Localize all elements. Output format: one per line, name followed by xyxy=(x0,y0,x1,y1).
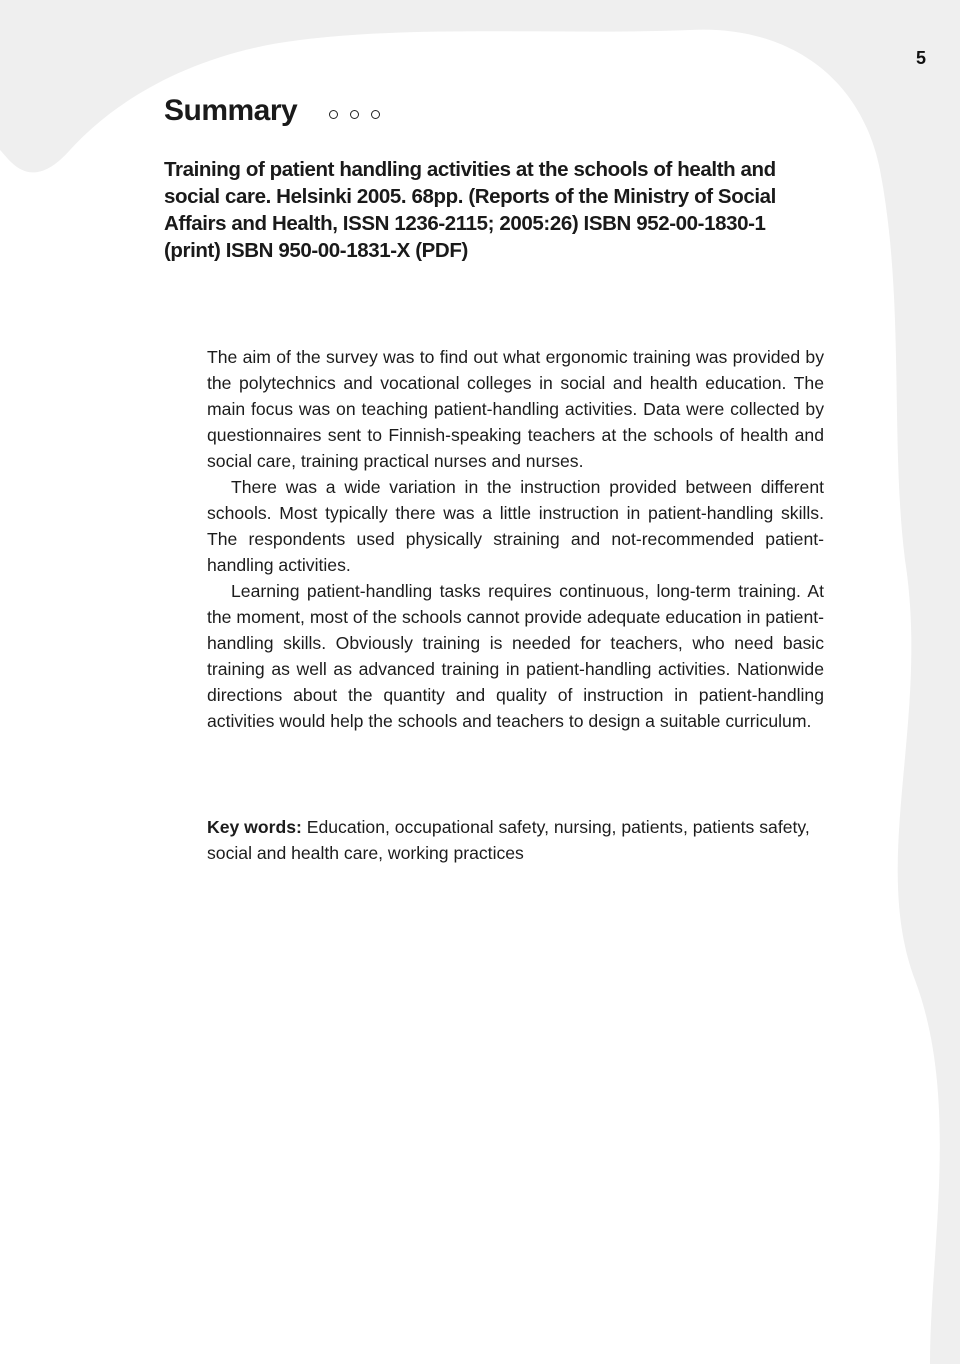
circle-icon xyxy=(371,110,380,119)
abstract-paragraph-1: The aim of the survey was to find out what ergonomic training was provided by the polytechnics and vocational colleges in social and health education. The main focus was on teaching patient-handling activities. Data were collected by questionnaires sent to Finnish-speaking teachers at the schools of health and social care, training practical nurses and nurses. xyxy=(207,347,824,471)
keywords-text: Education, occupational safety, nursing, patients, patients safety, social and health care, working practices xyxy=(207,817,810,863)
circle-icon xyxy=(329,110,338,119)
abstract xyxy=(207,344,824,734)
page-title: Summary xyxy=(164,94,298,127)
abstract-paragraph-2: There was a wide variation in the instruction provided between different schools. Most typically there was a little instruction in patient-handling skills. The respondents used physically straining and not-recommended patient-handling activities. xyxy=(207,477,824,575)
title-row xyxy=(164,92,392,130)
citation: Training of patient handling activities at the schools of health and social care. Helsinki 2005. 68pp. (Reports of the Ministry of Social Affairs and Health, ISSN 1236-2115; 2005:26) ISBN 952-00-1830-1 (print) ISBN 950-00-1831-X (PDF) xyxy=(164,158,776,262)
abstract-paragraph-3: Learning patient-handling tasks requires continuous, long-term training. At the moment, most of the schools cannot provide adequate education in patient-handling skills. Obviously training is needed for teachers, who need basic training as well as advanced training in patient-handling activities. Nationwide directions about the quantity and quality of instruction in patient-handling activities would help the schools and teachers to design a suitable curriculum. xyxy=(207,581,824,731)
page-number: 5 xyxy=(915,48,926,68)
title-decoration xyxy=(329,110,392,119)
keywords xyxy=(207,814,827,866)
circle-icon xyxy=(350,110,359,119)
keywords-label: Key words: xyxy=(207,817,302,837)
